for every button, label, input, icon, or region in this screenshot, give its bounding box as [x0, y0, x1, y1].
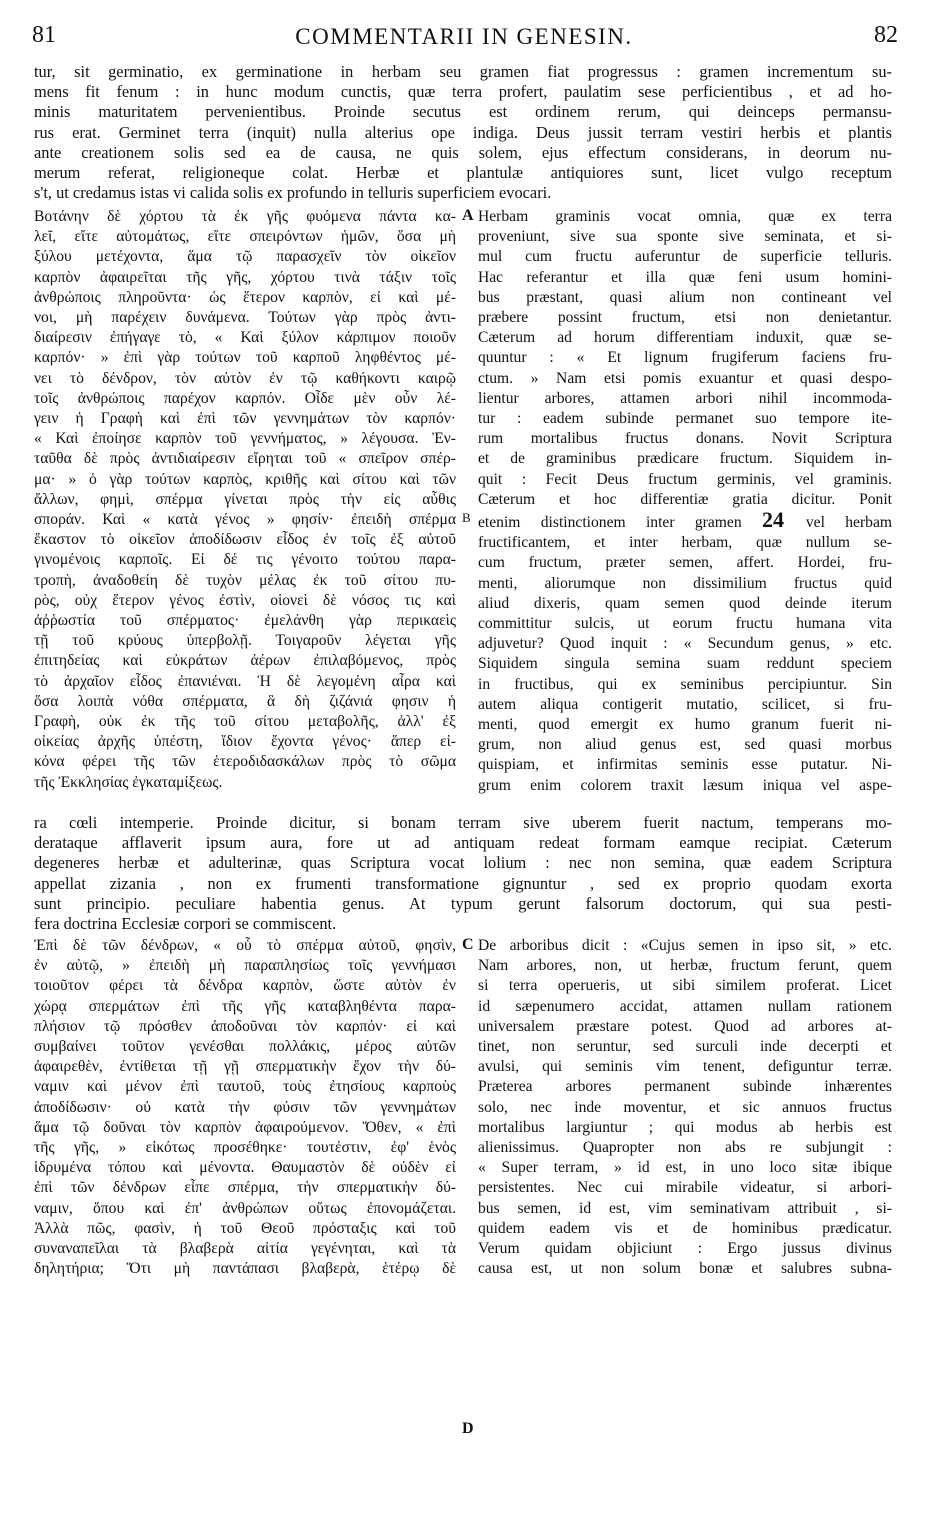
greek-line: λεῖ, εἴτε αὐτομάτως, εἴτε σπειρόντων ἡμῶν, ὅσα μὴ: [34, 228, 456, 246]
latin-line: quit : Fecit Deus fructum germinis, vel graminis.: [478, 470, 892, 488]
text-line: mens fit fenum : in hunc modum cunctis, quæ terra profert, paulatim sese perficientibus , et ad ho-: [34, 82, 892, 102]
text-line: sunt principio. peculiare habentia genus. At typum gerunt falsorum doctorum, qui sua pesti-: [34, 893, 892, 913]
latin-line: bus semen, id est, vim seminativam attribuit , si-: [478, 1199, 892, 1217]
greek-line: ξύλου μετέχοντα, ἅμα τῷ παρασχεῖν τὸν οἰκεῖον: [34, 248, 456, 266]
running-header: [0, 12, 928, 52]
latin-line: Verum quidam objiciunt : Ergo jussus divinus: [478, 1240, 892, 1258]
greek-line: τοῖς ἀνθρώποις παρέχον καρπόν. Οἶδε μὲν οὖν λέ-: [34, 389, 456, 407]
greek-line: ναμιν, ὅπου καὶ ἐπ' ἀνθρώπων οὕτως ἐπονομάζεται.: [34, 1199, 456, 1217]
latin-line: Nam arbores, non, ut herbæ, fructum ferunt, quem: [478, 957, 892, 975]
latin-line: lientur arbores, attamen arbori nihil incommoda-: [478, 389, 892, 407]
latin-line: mul cum fructu auferuntur de superficie telluris.: [478, 248, 892, 266]
latin-line: ctum. » Nam etsi pomis exuantur et quasi despo-: [478, 369, 892, 387]
latin-line: alienissimus. Quapropter non abs re subjungit :: [478, 1139, 892, 1157]
latin-line: grum enim colorem traxit læsum iniqua vel aspe-: [478, 776, 892, 794]
latin-line: tur : eadem subinde permanet suo tempore ite-: [478, 410, 892, 428]
latin-line: menti, aliorumque non dissimilium fructus quid: [478, 574, 892, 592]
latin-line: aliud dixeris, quam semen quod deinde iterum: [478, 594, 892, 612]
text-line: fera doctrina Ecclesiæ corpori se commiscent.: [34, 914, 337, 934]
latin-line: mortalibus largiuntur ; qui modus ab herbis est: [478, 1118, 892, 1136]
latin-line: menti, quod emergit ex humo granum fuerit ni-: [478, 716, 892, 734]
latin-line: committitur sulcis, ut eorum fructu humana vita: [478, 615, 892, 633]
text-line: ra cœli intemperie. Proinde dicitur, si bonam terram sive uberem fuerit nactum, temperans mo-: [34, 813, 892, 832]
latin-line: fructificantem, et inter herbam, quæ nullum se-: [478, 534, 892, 552]
greek-line: ταῦθα δὲ πρὸς ἀντιδιαίρεσιν εἴρηται τοῦ « σπεῖρον σπέρ-: [34, 450, 456, 468]
greek-line: τοιοῦτον φέρει τὰ δένδρα καρπὸν, ὥστε αὐτὸν ἐν: [34, 977, 456, 995]
greek-line: ἐπιτηδείας καὶ εὐκράτων ἀέρων ἐπιλαβόμενος, πρὸς: [34, 652, 456, 670]
greek-line: τῇ τοῦ κρύους ὑπερβολῇ. Τοιγαροῦν λέγεται γῆς: [34, 632, 456, 650]
margin-letter-b: B: [462, 510, 471, 525]
latin-line: quidem eadem vis et de hominibus prædicatur.: [478, 1219, 892, 1237]
page-number-right: 82: [874, 22, 898, 48]
greek-line: ἐπὶ τῶν δένδρων εἶπε σπέρμα, τὴν σπερματικὴν δύ-: [34, 1179, 456, 1197]
greek-line: « Καὶ ἐποίησε καρπὸν τοῦ γεννήματος, » λέγουσα. Ἐν-: [34, 430, 456, 448]
latin-line-part: vel herbam: [805, 514, 892, 532]
greek-line: νοι, μὴ παρέχειν δυνάμενα. Τούτων γὰρ πρὸς ἀντι-: [34, 309, 456, 327]
latin-line: autem aliqua contigerit mutatio, scilicet, si fru-: [478, 695, 892, 713]
latin-line: « Super terram, » id est, in uno loco sitæ ibique: [478, 1159, 892, 1177]
greek-line: τῆς Ἐκκλησίας ἐγκαταμίξεως.: [34, 773, 223, 791]
latin-line: persistentes. Nec cui mirabile videatur, si arbori-: [478, 1179, 892, 1197]
latin-line: grum, non aliud genus est, sed quasi morbus: [478, 736, 892, 754]
latin-line: Herbam graminis vocat omnia, quæ ex terra: [478, 208, 892, 225]
text-line: ante creationem solis sed ea de causa, ne quis solem, ejus effectum considerans, in deorum nu-: [34, 142, 892, 162]
greek-line: Βοτάνην δὲ χόρτου τὰ ἐκ γῆς φυόμενα πάντα κα-: [34, 208, 456, 225]
latin-line: tinet, non seruntur, sed surculi inde decerpti et: [478, 1038, 892, 1056]
greek-line: τὸ ἀρχαῖον εἶδος ἐπανιέναι. Ἡ δὲ λεγομένη αἶρα καὶ: [34, 672, 456, 690]
latin-line: Cæterum et hoc differentiæ gratia dicitur. Ponit: [478, 490, 892, 508]
greek-column-section-2: [34, 936, 456, 1279]
greek-line: χώρᾳ σπερμάτων ἐπὶ τῆς γῆς καταβληθέντα παρα-: [34, 997, 456, 1015]
latin-line: quuntur : « Et lignum frugiferum faciens fru-: [478, 349, 892, 367]
latin-line: proveniunt, sive sua sponte sive seminata, et si-: [478, 228, 892, 246]
latin-line: cum fructum, præter semen, affert. Hordei, fru-: [478, 554, 892, 572]
greek-line: ἕκαστον τὸ οἰκεῖον ἀποδίδωσιν εἶδος ἐν τοῖς ἐξ αὐτοῦ: [34, 531, 456, 549]
greek-line: τῆς γῆς, » εἰκότως προσέθηκε· τουτέστιν, ἐφ' ἑνὸς: [34, 1139, 456, 1157]
greek-line: καρπὸν ἀφαιρεῖται τῆς γῆς, χόρτου τινὰ τάξιν τοῖς: [34, 268, 456, 286]
latin-line: id sæpenumero accidat, attamen nullam rationem: [478, 997, 892, 1015]
latin-line: Cæterum ad horum differentiam induxit, quæ se-: [478, 329, 892, 347]
latin-line: adjuvetur? Quod inquit : « Secundum genus, » etc.: [478, 635, 892, 653]
greek-line: ἀφαιρεθὲν, ἐντίθεται τῇ γῇ σπερματικὴν ἔχον τὴν δύ-: [34, 1058, 456, 1076]
text-line: appellat zizania , non ex frumenti transformatione gignuntur , sed ex proprio quodam exorta: [34, 873, 892, 893]
latin-line: Hac referantur et illa quæ feni usum homini-: [478, 268, 892, 286]
greek-line: σποράν. Καὶ « κατὰ γένος » φησίν· ἐπειδὴ σπέρμα: [34, 511, 456, 529]
text-line: derataque afflaverit ipsum aura, fore ut ad antiquam redeat formam eamque recipiat. Cæterum: [34, 833, 892, 853]
intro-paragraph: [34, 62, 892, 203]
latin-line: rum mortalibus fructus donans. Novit Scriptura: [478, 430, 892, 448]
latin-column-section-1: [478, 207, 892, 796]
latin-line: bus præstant, quasi alium non contineant vel: [478, 288, 892, 306]
greek-line: Γραφὴ, οὐκ ἐκ τῆς τοῦ σίτου μεταβολῆς, ἀλλ' ἐξ: [34, 713, 456, 731]
text-line: rus erat. Germinet terra (inquit) nulla alterius ope indiga. Deus jussit terram vestiri herbis et plantis: [34, 122, 892, 142]
latin-line: causa est, ut non solum bonæ et salubres subna-: [478, 1260, 892, 1278]
latin-line: et de graminibus prædicare fructum. Siquidem in-: [478, 450, 892, 468]
greek-line: ρὸς, οὐχ ἕτερον γένος ἐστὶν, οἱονεὶ δὲ νόσος τις καὶ: [34, 591, 456, 609]
greek-line: γινομένοις καρποῖς. Εἰ δέ τις γένοιτο τούτου παρα-: [34, 551, 456, 569]
greek-line: μα· » ὁ γὰρ τούτων καρπὸς, κριθῆς καὶ σίτου καὶ τῶν: [34, 470, 456, 488]
greek-line: Ἀλλὰ πῶς, φασὶν, ἡ τοῦ Θεοῦ πρόσταξις καὶ τοῦ: [34, 1219, 456, 1237]
greek-line: ἄλλων, φημὶ, σπέρμα γίνεται πρὸς τὴν εἰς αὖθις: [34, 490, 456, 508]
greek-line: συναναπεῖλαι τὰ βλαβερὰ αἰτία γεγένηται, καὶ τὰ: [34, 1240, 456, 1258]
latin-line: præbere possint fructum, etsi non denietantur.: [478, 309, 892, 327]
page-number-left: 81: [32, 22, 56, 48]
latin-column-section-2: [478, 936, 892, 1279]
text-line: merum referat, religioneque colat. Herbæ et plantulæ antiquiores sunt, licet vulgo receptum: [34, 163, 892, 183]
latin-line: in fructibus, qui ex seminibus percipiuntur. Sin: [478, 675, 892, 693]
greek-line: διαίρεσιν ἐπήγαγε τὸ, « Καὶ ξύλον κάρπιμον ποιοῦν: [34, 329, 456, 347]
text-line: s't, ut credamus istas vi calida solis ex profundo in telluris superficiem evocari.: [34, 183, 552, 203]
greek-line: δηλητήρια; Ὅτι μὴ παντάπασι βλαβερὰ, ἑτέρῳ δὲ: [34, 1260, 456, 1278]
text-line: tur, sit germinatio, ex germinatione in herbam seu gramen fiat progressus : gramen incrementum su-: [34, 62, 892, 81]
latin-line: Siquidem singula semina suam reddunt speciem: [478, 655, 892, 673]
greek-line: ἀῤῥωστία τοῦ σπέρματος· ἐμελάνθη γὰρ περικαεὶς: [34, 612, 456, 630]
latin-line: [478, 510, 892, 533]
greek-line: καρπόν· » ἐπὶ γὰρ τούτων τοῦ καρποῦ ληφθέντος μέ-: [34, 349, 456, 367]
greek-line: ἱδρυμένα τόπου καὶ μένοντα. Θαυμαστὸν δὲ οὐδὲν εἰ: [34, 1159, 456, 1177]
text-line: degeneres herbæ et adulterinæ, quas Scriptura vocat lolium : nec non semina, quæ eadem Scriptura: [34, 853, 892, 873]
greek-line: νει τὸ δένδρον, τὸν αὐτὸν ἐν τῷ καθήκοντι καιρῷ: [34, 369, 456, 387]
greek-line: συμβαίνει τοῦτον γενέσθαι πολλάκις, μέρος αὐτῶν: [34, 1038, 456, 1056]
greek-line: ἀνθρώποις πληροῦντα· ὡς ἕτερον καρπὸν, εἰ καὶ μέ-: [34, 288, 456, 306]
latin-line: si terra operueris, ut sibi similem proferat. Licet: [478, 977, 892, 995]
greek-line: ὅσα λοιπὰ νόθα σπέρματα, ἃ δὴ ζιζάνιά φησιν ἡ: [34, 692, 456, 710]
latin-line: De arboribus dicit : «Cujus semen in ipso sit, » etc.: [478, 937, 892, 954]
margin-letter-d: D: [462, 1420, 474, 1437]
greek-line: ἐν αὐτῷ, » ἐπειδὴ μὴ παραπλησίως τοῖς γεννήμασι: [34, 957, 456, 975]
page-mark: 24: [761, 510, 806, 533]
greek-line: γειν ἡ Γραφὴ καὶ ἐπὶ τῶν γεννημάτων τὸν καρπόν·: [34, 410, 456, 428]
latin-line-part: etenim distinctionem inter gramen: [478, 514, 742, 532]
greek-line: ἅμα τῷ δοῦναι τὸν καρπὸν ἀφαιρούμενον. Ὅθεν, « ἐπὶ: [34, 1118, 456, 1136]
latin-line: Præterea arbores permanent subinde inhærentes: [478, 1078, 892, 1096]
greek-line: Ἐπὶ δὲ τῶν δένδρων, « οὗ τὸ σπέρμα αὐτοῦ, φησὶν,: [34, 937, 456, 954]
greek-line: κόνα φέρει τῆς τῶν ἑτεροδιδασκάλων πρὸς τὸ σῶμα: [34, 753, 456, 771]
middle-paragraph: [34, 813, 892, 934]
greek-line: τροπὴ, ἀναδοθείη δὲ τυχὸν μέλας ἐκ τοῦ σίτου πυ-: [34, 571, 456, 589]
latin-line: universalem præstare potest. Quod ad arbores at-: [478, 1017, 892, 1035]
running-title: COMMENTARII IN GENESIN.: [295, 24, 633, 49]
latin-line: avulsi, qui seminis vim tenent, defiguntur terræ.: [478, 1058, 892, 1076]
margin-letter-a: A: [462, 207, 474, 224]
latin-line: solo, nec inde moventur, et sic annuos fructus: [478, 1098, 892, 1116]
margin-letter-c: C: [462, 936, 474, 953]
greek-line: ναμιν καὶ μένον ἐπὶ ταυτοῦ, τοὺς ἐτησίους καρποὺς: [34, 1078, 456, 1096]
greek-line: οἰκείας ἀρχῆς ὑπέστη, ἴδιον ἔχοντα γένος· ἅπερ εἰ-: [34, 733, 456, 751]
greek-line: ἀποδίδωσιν· οὐ κατὰ τὴν φύσιν τῶν γεννημάτων: [34, 1098, 456, 1116]
latin-line: quispiam, et infirmitas seminis esse putatur. Ni-: [478, 756, 892, 774]
greek-column-section-1: [34, 207, 456, 793]
text-line: minis maturitatem pervenientibus. Proinde secutus est ordinem rerum, qui deinceps permansu-: [34, 102, 892, 122]
greek-line: πλήσιον τῷ πρόσθεν ἀποδοῦναι τὸν καρπόν· εἰ καὶ: [34, 1017, 456, 1035]
